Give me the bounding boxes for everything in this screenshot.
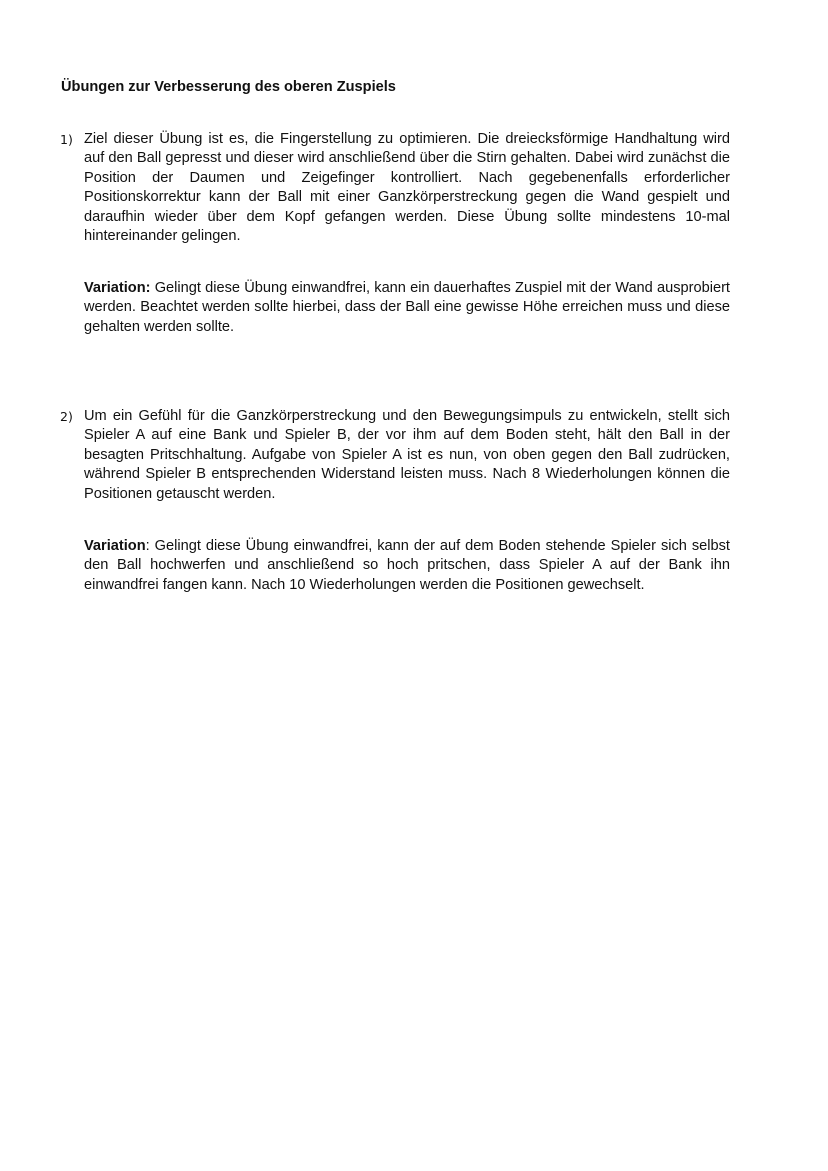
exercise-2-number: 2) (60, 409, 73, 424)
page-title: Übungen zur Verbesserung des oberen Zuspiels (61, 79, 396, 95)
exercise-2-text: Um ein Gefühl für die Ganzkörperstreckung und den Bewegungsimpuls zu entwickeln, stellt sich Spieler A auf eine Bank und Spieler B, der vor ihm auf dem Boden steht, hält den Ball in der besagten Pritschhaltung. Aufgabe von Spieler A ist es nun, von oben gegen den Ball zudrücken, während Spieler B entsprechenden Widerstand leisten muss. Nach 8 Wiederholungen können die Positionen getauscht werden. (84, 408, 730, 502)
exercise-1-text: Ziel dieser Übung ist es, die Fingerstellung zu optimieren. Die dreiecksförmige Handhaltung wird auf den Ball gepresst und dieser wird anschließend über die Stirn gehalten. Dabei wird zunächst die Position der Daumen und Zeigefinger kontrolliert. Nach gegebenenfalls erforderlicher Positionskorrektur kann der Ball mit einer Ganzkörperstreckung gegen die Wand gespielt und daraufhin wieder über dem Kopf gefangen werden. Diese Übung sollte mindestens 10-mal hintereinander gelingen. (84, 131, 730, 245)
exercise-1-variation-text: Gelingt diese Übung einwandfrei, kann ein dauerhaftes Zuspiel mit der Wand ausprobiert werden. Beachtet werden sollte hierbei, dass der Ball eine gewisse Höhe erreichen muss und diese gehalten werden sollte. (84, 280, 730, 335)
exercise-1-variation-label: Variation: (84, 280, 151, 296)
exercise-2-variation-label: Variation (84, 538, 146, 554)
exercise-2-variation (84, 537, 730, 595)
exercise-2-variation-text: : Gelingt diese Übung einwandfrei, kann der auf dem Boden stehende Spieler sich selbst den Ball hochwerfen und anschließend so hoch pritschen, dass Spieler A auf der Bank ihn einwandfrei fangen kann. Nach 10 Wiederholungen werden die Positionen gewechselt. (84, 538, 730, 593)
exercise-1-number: 1) (60, 132, 73, 147)
exercise-1-variation (84, 279, 730, 337)
